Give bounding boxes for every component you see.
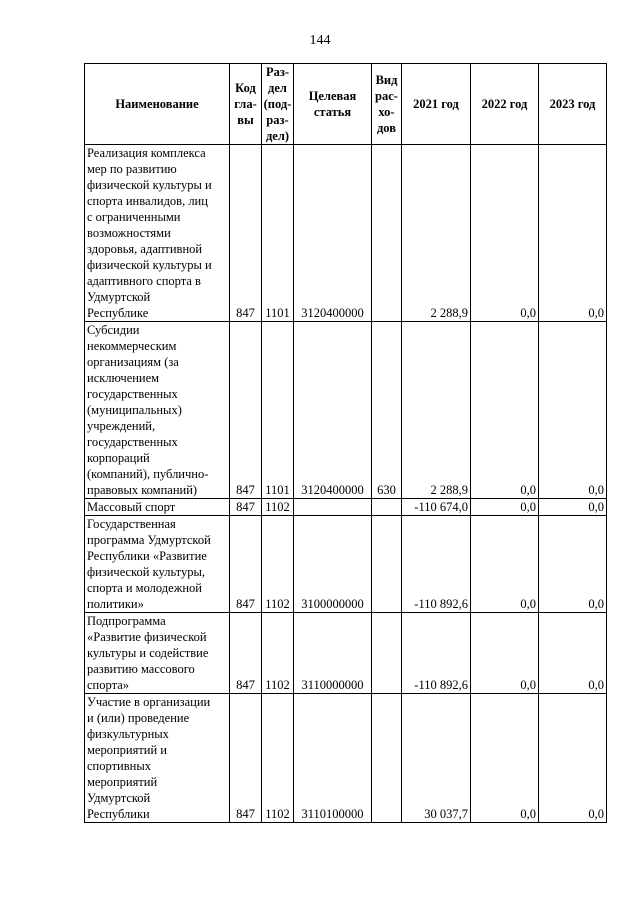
row-chapter: 847 xyxy=(230,694,262,823)
row-target xyxy=(294,499,372,516)
budget-table xyxy=(84,63,607,823)
row-section: 1101 xyxy=(262,145,294,322)
header-target-article: Целевая статья xyxy=(294,64,372,145)
row-2021: 2 288,9 xyxy=(402,145,471,322)
row-2021: -110 892,6 xyxy=(402,613,471,694)
row-2023: 0,0 xyxy=(539,613,607,694)
row-expense xyxy=(372,694,402,823)
row-expense: 630 xyxy=(372,322,402,499)
row-target: 3110000000 xyxy=(294,613,372,694)
row-2021: -110 892,6 xyxy=(402,516,471,613)
row-expense xyxy=(372,145,402,322)
row-2023: 0,0 xyxy=(539,322,607,499)
table-row xyxy=(85,145,607,322)
row-target: 3100000000 xyxy=(294,516,372,613)
table-row xyxy=(85,516,607,613)
row-chapter: 847 xyxy=(230,613,262,694)
table-row xyxy=(85,499,607,516)
row-expense xyxy=(372,613,402,694)
row-section: 1102 xyxy=(262,516,294,613)
header-2021: 2021 год xyxy=(402,64,471,145)
row-target: 3120400000 xyxy=(294,145,372,322)
row-2023: 0,0 xyxy=(539,516,607,613)
row-section: 1102 xyxy=(262,499,294,516)
row-section: 1102 xyxy=(262,613,294,694)
row-2021: 2 288,9 xyxy=(402,322,471,499)
row-2022: 0,0 xyxy=(471,694,539,823)
header-name: Наименование xyxy=(85,64,230,145)
header-2022: 2022 год xyxy=(471,64,539,145)
row-name: Реализация комплекса мер по развитию физической культуры и спорта инвалидов, лиц с ограниченными возможностями здоровья, адаптивной физической культуры и адаптивного спорта в Удмуртской Республике xyxy=(85,145,230,322)
row-expense xyxy=(372,516,402,613)
row-2022: 0,0 xyxy=(471,499,539,516)
row-2021: 30 037,7 xyxy=(402,694,471,823)
row-2023: 0,0 xyxy=(539,145,607,322)
row-chapter: 847 xyxy=(230,145,262,322)
row-name: Массовый спорт xyxy=(85,499,230,516)
row-target: 3110100000 xyxy=(294,694,372,823)
row-name: Участие в организации и (или) проведение физкультурных мероприятий и спортивных мероприятий Удмуртской Республики xyxy=(85,694,230,823)
row-chapter: 847 xyxy=(230,322,262,499)
row-2021: -110 674,0 xyxy=(402,499,471,516)
row-target: 3120400000 xyxy=(294,322,372,499)
row-expense xyxy=(372,499,402,516)
page-number: 144 xyxy=(309,33,331,48)
row-2022: 0,0 xyxy=(471,613,539,694)
row-name: Субсидии некоммерческим организациям (за исключением государственных (муниципальных) учреждений, государственных корпораций (компаний), публично- правовых компаний) xyxy=(85,322,230,499)
table-row xyxy=(85,613,607,694)
row-2022: 0,0 xyxy=(471,145,539,322)
table-row xyxy=(85,322,607,499)
row-2022: 0,0 xyxy=(471,516,539,613)
table-row xyxy=(85,694,607,823)
row-name: Подпрограмма «Развитие физической культуры и содействие развитию массового спорта» xyxy=(85,613,230,694)
header-chapter-code: Код гла- вы xyxy=(230,64,262,145)
row-2023: 0,0 xyxy=(539,694,607,823)
row-2022: 0,0 xyxy=(471,322,539,499)
row-2023: 0,0 xyxy=(539,499,607,516)
header-row xyxy=(85,64,607,145)
row-chapter: 847 xyxy=(230,499,262,516)
header-section: Раз- дел (под- раз- дел) xyxy=(262,64,294,145)
row-chapter: 847 xyxy=(230,516,262,613)
header-2023: 2023 год xyxy=(539,64,607,145)
row-section: 1102 xyxy=(262,694,294,823)
header-expense-type: Вид рас- хо- дов xyxy=(372,64,402,145)
row-name: Государственная программа Удмуртской Республики «Развитие физической культуры, спорта и молодежной политики» xyxy=(85,516,230,613)
row-section: 1101 xyxy=(262,322,294,499)
